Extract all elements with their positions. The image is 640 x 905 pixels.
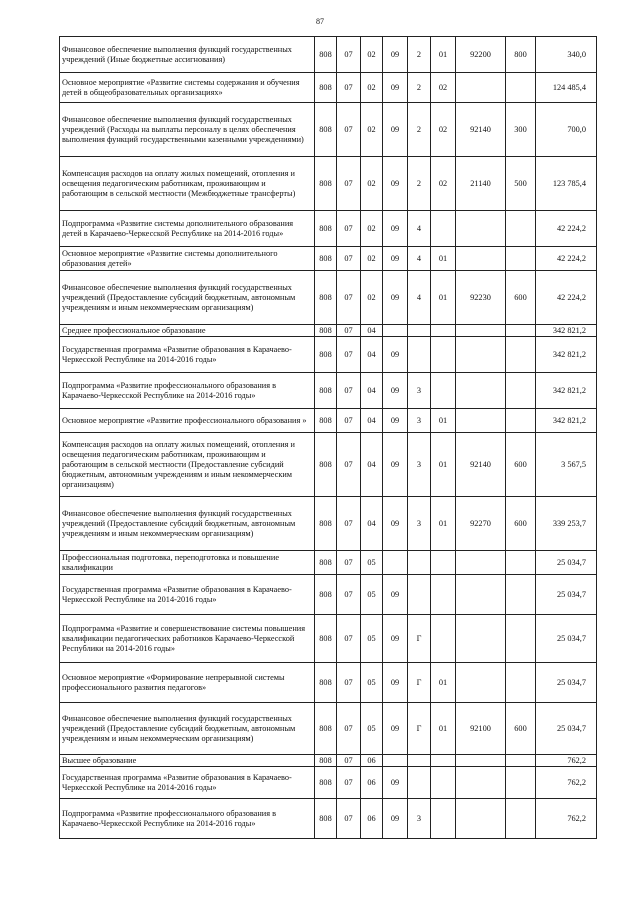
row-direction: 92100: [456, 703, 506, 755]
row-section: 07: [337, 103, 361, 157]
row-section: 07: [337, 271, 361, 325]
row-program: 09: [383, 703, 408, 755]
row-subsection: 04: [361, 337, 383, 373]
row-program: 09: [383, 73, 408, 103]
row-amount: 700,0: [536, 103, 597, 157]
row-subprogram: [408, 575, 431, 615]
row-subsection: 02: [361, 211, 383, 247]
row-amount: 25 034,7: [536, 615, 597, 663]
row-direction: [456, 615, 506, 663]
row-subsection: 02: [361, 103, 383, 157]
row-amount: 124 485,4: [536, 73, 597, 103]
row-subprogram: 3: [408, 433, 431, 497]
row-direction: [456, 755, 506, 767]
row-subprogram: 2: [408, 37, 431, 73]
row-expense-type: 300: [506, 103, 536, 157]
row-subprogram: 4: [408, 271, 431, 325]
row-name: Среднее профессиональное образование: [60, 325, 315, 337]
row-section: 07: [337, 767, 361, 799]
row-subsection: 06: [361, 767, 383, 799]
row-code: 808: [315, 663, 337, 703]
row-main-event: [431, 755, 456, 767]
row-expense-type: 500: [506, 157, 536, 211]
row-direction: 92200: [456, 37, 506, 73]
row-expense-type: [506, 247, 536, 271]
table-row: [60, 433, 597, 497]
row-code: 808: [315, 103, 337, 157]
row-amount: 762,2: [536, 755, 597, 767]
row-program: 09: [383, 409, 408, 433]
row-subprogram: Г: [408, 703, 431, 755]
row-code: 808: [315, 325, 337, 337]
row-section: 07: [337, 409, 361, 433]
row-subprogram: 4: [408, 247, 431, 271]
row-direction: [456, 663, 506, 703]
table-row: [60, 615, 597, 663]
row-program: 09: [383, 615, 408, 663]
row-program: 09: [383, 663, 408, 703]
table-row: [60, 73, 597, 103]
row-program: [383, 551, 408, 575]
row-section: 07: [337, 799, 361, 839]
row-expense-type: 600: [506, 433, 536, 497]
table-row: [60, 325, 597, 337]
row-main-event: 02: [431, 157, 456, 211]
row-section: 07: [337, 37, 361, 73]
row-subprogram: 4: [408, 211, 431, 247]
row-subprogram: Г: [408, 615, 431, 663]
row-direction: [456, 409, 506, 433]
row-amount: 340,0: [536, 37, 597, 73]
row-direction: [456, 373, 506, 409]
row-main-event: 01: [431, 409, 456, 433]
table-row: [60, 497, 597, 551]
row-code: 808: [315, 247, 337, 271]
row-name: Подпрограмма «Развитие профессионального образования в Карачаево-Черкесской Республике на 2014-2016 годы»: [60, 799, 315, 839]
row-expense-type: [506, 755, 536, 767]
row-code: 808: [315, 703, 337, 755]
row-amount: 123 785,4: [536, 157, 597, 211]
row-main-event: [431, 337, 456, 373]
page-number: 87: [316, 17, 324, 26]
row-code: 808: [315, 497, 337, 551]
table-row: [60, 247, 597, 271]
table-row: [60, 575, 597, 615]
row-direction: 92230: [456, 271, 506, 325]
row-subprogram: 3: [408, 799, 431, 839]
row-expense-type: 800: [506, 37, 536, 73]
row-name: Профессиональная подготовка, переподготовка и повышение квалификации: [60, 551, 315, 575]
table-row: [60, 373, 597, 409]
row-main-event: 01: [431, 247, 456, 271]
row-subsection: 05: [361, 703, 383, 755]
row-main-event: [431, 551, 456, 575]
table-row: [60, 703, 597, 755]
row-subprogram: 3: [408, 373, 431, 409]
row-direction: 92140: [456, 103, 506, 157]
row-subprogram: [408, 767, 431, 799]
row-main-event: 01: [431, 703, 456, 755]
row-main-event: 02: [431, 103, 456, 157]
row-section: 07: [337, 497, 361, 551]
row-direction: 92140: [456, 433, 506, 497]
row-name: Финансовое обеспечение выполнения функций государственных учреждений (Предоставление субсидий бюджетным, автономным учреждениям и иным некоммерческим организациям): [60, 271, 315, 325]
row-subsection: 02: [361, 157, 383, 211]
row-section: 07: [337, 551, 361, 575]
row-code: 808: [315, 615, 337, 663]
row-subsection: 04: [361, 325, 383, 337]
row-program: 09: [383, 157, 408, 211]
table-row: [60, 271, 597, 325]
row-name: Основное мероприятие «Формирование непрерывной системы профессионального развития педагогов»: [60, 663, 315, 703]
row-amount: 25 034,7: [536, 663, 597, 703]
row-expense-type: [506, 325, 536, 337]
row-direction: [456, 575, 506, 615]
row-expense-type: [506, 551, 536, 575]
row-name: Подпрограмма «Развитие системы дополнительного образования детей в Карачаево-Черкесской Республике на 2014-2016 годы»: [60, 211, 315, 247]
row-program: 09: [383, 767, 408, 799]
row-subprogram: 2: [408, 103, 431, 157]
row-amount: 339 253,7: [536, 497, 597, 551]
row-subsection: 02: [361, 247, 383, 271]
row-code: 808: [315, 211, 337, 247]
row-amount: 25 034,7: [536, 575, 597, 615]
row-subsection: 06: [361, 799, 383, 839]
row-expense-type: [506, 211, 536, 247]
row-amount: 25 034,7: [536, 551, 597, 575]
row-subsection: 04: [361, 433, 383, 497]
row-subsection: 04: [361, 373, 383, 409]
row-amount: 342 821,2: [536, 337, 597, 373]
row-subprogram: 2: [408, 157, 431, 211]
row-code: 808: [315, 433, 337, 497]
row-expense-type: [506, 799, 536, 839]
row-name: Основное мероприятие «Развитие системы дополнительного образования детей»: [60, 247, 315, 271]
row-section: 07: [337, 433, 361, 497]
row-subsection: 05: [361, 615, 383, 663]
budget-table: [59, 36, 597, 839]
row-section: 07: [337, 755, 361, 767]
row-direction: [456, 325, 506, 337]
row-name: Финансовое обеспечение выполнения функций государственных учреждений (Предоставление субсидий бюджетным, автономным учреждениям и иным некоммерческим организациям): [60, 703, 315, 755]
row-code: 808: [315, 73, 337, 103]
table-row: [60, 37, 597, 73]
table-row: [60, 551, 597, 575]
row-direction: [456, 551, 506, 575]
row-subsection: 02: [361, 73, 383, 103]
row-name: Государственная программа «Развитие образования в Карачаево-Черкесской Республике на 2014-2016 годы»: [60, 575, 315, 615]
row-subsection: 05: [361, 551, 383, 575]
row-expense-type: [506, 767, 536, 799]
row-code: 808: [315, 157, 337, 211]
row-expense-type: [506, 73, 536, 103]
row-code: 808: [315, 37, 337, 73]
row-main-event: [431, 799, 456, 839]
row-section: 07: [337, 157, 361, 211]
row-amount: 762,2: [536, 767, 597, 799]
row-code: 808: [315, 799, 337, 839]
row-program: 09: [383, 373, 408, 409]
row-amount: 342 821,2: [536, 373, 597, 409]
row-subprogram: [408, 337, 431, 373]
row-name: Компенсация расходов на оплату жилых помещений, отопления и освещения педагогическим работникам, проживающим и работающим в сельской местности (Межбюджетные трансферты): [60, 157, 315, 211]
row-program: 09: [383, 271, 408, 325]
row-main-event: [431, 575, 456, 615]
row-expense-type: [506, 409, 536, 433]
row-name: Основное мероприятие «Развитие профессионального образования »: [60, 409, 315, 433]
row-main-event: [431, 767, 456, 799]
table-row: [60, 767, 597, 799]
row-program: 09: [383, 497, 408, 551]
row-code: 808: [315, 767, 337, 799]
row-direction: [456, 799, 506, 839]
row-expense-type: 600: [506, 271, 536, 325]
row-code: 808: [315, 373, 337, 409]
row-subsection: 04: [361, 409, 383, 433]
row-direction: [456, 767, 506, 799]
table-row: [60, 409, 597, 433]
row-subsection: 05: [361, 575, 383, 615]
row-expense-type: [506, 337, 536, 373]
row-subsection: 05: [361, 663, 383, 703]
table-row: [60, 799, 597, 839]
row-subprogram: 3: [408, 497, 431, 551]
row-program: 09: [383, 799, 408, 839]
row-subprogram: [408, 551, 431, 575]
row-name: Государственная программа «Развитие образования в Карачаево-Черкесской Республике на 2014-2016 годы»: [60, 767, 315, 799]
row-program: 09: [383, 103, 408, 157]
row-main-event: [431, 373, 456, 409]
row-code: 808: [315, 337, 337, 373]
row-program: 09: [383, 211, 408, 247]
row-amount: 25 034,7: [536, 703, 597, 755]
row-main-event: 02: [431, 73, 456, 103]
table-row: [60, 337, 597, 373]
row-section: 07: [337, 337, 361, 373]
row-subprogram: 2: [408, 73, 431, 103]
row-amount: 762,2: [536, 799, 597, 839]
row-code: 808: [315, 551, 337, 575]
row-program: [383, 755, 408, 767]
row-section: 07: [337, 211, 361, 247]
row-name: Государственная программа «Развитие образования в Карачаево-Черкесской Республике на 2014-2016 годы»: [60, 337, 315, 373]
row-section: 07: [337, 325, 361, 337]
row-section: 07: [337, 247, 361, 271]
row-expense-type: [506, 575, 536, 615]
row-direction: [456, 247, 506, 271]
row-expense-type: [506, 663, 536, 703]
row-main-event: 01: [431, 663, 456, 703]
row-direction: [456, 73, 506, 103]
row-subsection: 06: [361, 755, 383, 767]
row-subprogram: [408, 755, 431, 767]
row-direction: [456, 211, 506, 247]
row-name: Финансовое обеспечение выполнения функций государственных учреждений (Расходы на выплаты персоналу в целях обеспечения выполнения функций государственными казенными учреждениями): [60, 103, 315, 157]
row-name: Подпрограмма «Развитие профессионального образования в Карачаево-Черкесской Республике на 2014-2016 годы»: [60, 373, 315, 409]
row-main-event: 01: [431, 271, 456, 325]
table-row: [60, 663, 597, 703]
row-section: 07: [337, 373, 361, 409]
row-subprogram: Г: [408, 663, 431, 703]
row-section: 07: [337, 703, 361, 755]
row-name: Финансовое обеспечение выполнения функций государственных учреждений (Предоставление субсидий бюджетным, автономным учреждениям и иным некоммерческим организациям): [60, 497, 315, 551]
row-program: 09: [383, 433, 408, 497]
row-amount: 42 224,2: [536, 271, 597, 325]
row-name: Высшее образование: [60, 755, 315, 767]
row-expense-type: [506, 373, 536, 409]
row-main-event: [431, 615, 456, 663]
row-main-event: [431, 325, 456, 337]
row-code: 808: [315, 271, 337, 325]
row-amount: 342 821,2: [536, 325, 597, 337]
row-program: 09: [383, 337, 408, 373]
row-direction: 21140: [456, 157, 506, 211]
row-amount: 42 224,2: [536, 211, 597, 247]
table-row: [60, 157, 597, 211]
table-row: [60, 755, 597, 767]
row-section: 07: [337, 663, 361, 703]
row-amount: 3 567,5: [536, 433, 597, 497]
row-subsection: 02: [361, 271, 383, 325]
row-code: 808: [315, 755, 337, 767]
row-code: 808: [315, 575, 337, 615]
row-amount: 342 821,2: [536, 409, 597, 433]
row-name: Основное мероприятие «Развитие системы содержания и обучения детей в общеобразовательных организациях»: [60, 73, 315, 103]
row-expense-type: [506, 615, 536, 663]
row-program: 09: [383, 37, 408, 73]
row-direction: 92270: [456, 497, 506, 551]
row-main-event: 01: [431, 433, 456, 497]
row-program: 09: [383, 575, 408, 615]
row-program: 09: [383, 247, 408, 271]
row-subprogram: [408, 325, 431, 337]
row-code: 808: [315, 409, 337, 433]
row-section: 07: [337, 575, 361, 615]
row-name: Компенсация расходов на оплату жилых помещений, отопления и освещения педагогическим работникам, проживающим и работающим в сельской местности (Предоставление субсидий бюджетным, автономным учреждениям и иным некоммерческим организациям): [60, 433, 315, 497]
row-expense-type: 600: [506, 497, 536, 551]
row-amount: 42 224,2: [536, 247, 597, 271]
row-subsection: 02: [361, 37, 383, 73]
row-program: [383, 325, 408, 337]
row-expense-type: 600: [506, 703, 536, 755]
row-name: Подпрограмма «Развитие и совершенствование системы повышения квалификации педагогических работников Карачаево-Черкесской Республики на 2014-2016 годы»: [60, 615, 315, 663]
row-direction: [456, 337, 506, 373]
row-section: 07: [337, 73, 361, 103]
table-row: [60, 103, 597, 157]
row-main-event: [431, 211, 456, 247]
row-subsection: 04: [361, 497, 383, 551]
table-row: [60, 211, 597, 247]
row-section: 07: [337, 615, 361, 663]
row-name: Финансовое обеспечение выполнения функций государственных учреждений (Иные бюджетные ассигнования): [60, 37, 315, 73]
row-subprogram: 3: [408, 409, 431, 433]
row-main-event: 01: [431, 37, 456, 73]
row-main-event: 01: [431, 497, 456, 551]
